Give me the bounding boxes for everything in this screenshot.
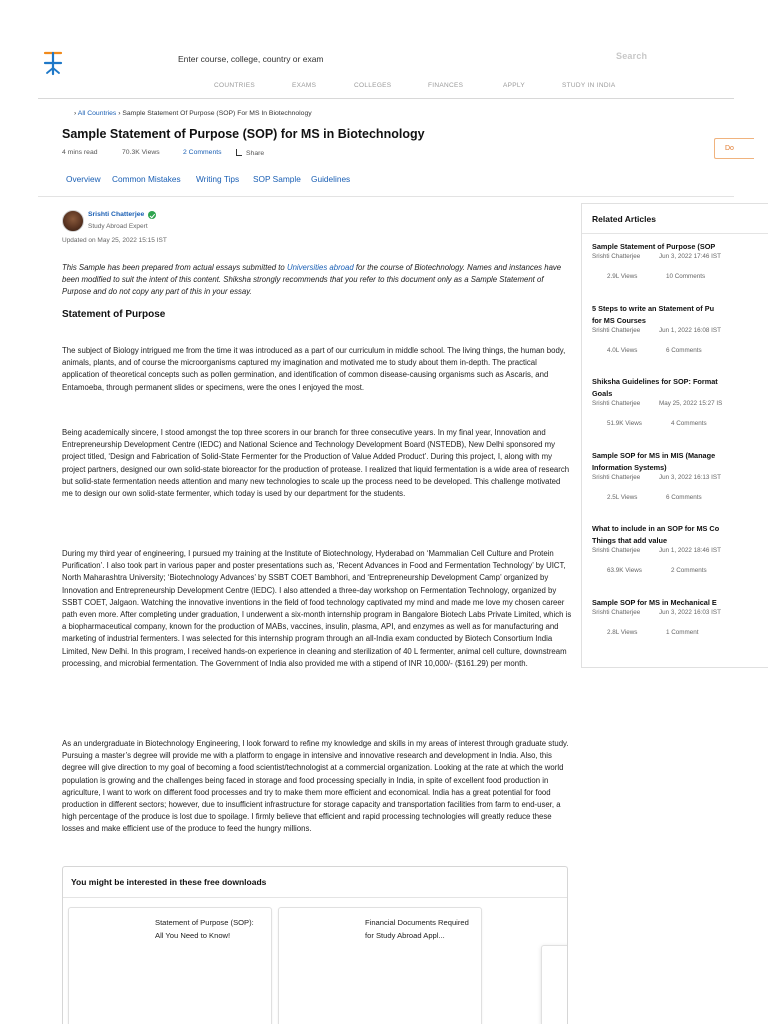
tab-overview[interactable]: Overview [66, 174, 101, 184]
download-card[interactable] [68, 907, 272, 1024]
nav-study-in-india[interactable]: STUDY IN INDIA [562, 82, 616, 89]
sop-paragraph-4: As an undergraduate in Biotechnology Engineering, I look forward to refine my knowledge and skills in my areas of interest through graduate study. Pursuing a master’s degree will provide me with a platform to engage in intensive and innovative research and development in India. Also, this degree will give direction to my goal of becoming a food scientist/technologist at a commercial organization. Looking at the rate at which the world population is growing and the challenges being faced in storage and food processing specially in India, in spite of excellent food production in agriculture, I want to work on different food processes and try to make them more efficient and economical. India has a great potential for food production in different sectors; however, due to insufficient infrastructure for storage capacity and transportation facilities from farm to end-user, a high percentage of the produce is lost due to spoilage. I firmly believe that efficient and rapid processing technologies will greatly reduce these losses and make efficient use of the produce to feed the hungry millions. [62, 739, 569, 834]
author-role: Study Abroad Expert [88, 223, 148, 230]
related-article-author: Srishti Chatterjee [592, 327, 641, 334]
tabs-divider [38, 196, 734, 197]
related-article-comments: 4 Comments [671, 420, 707, 427]
breadcrumb: › All Countries › Sample Statement Of Purpose (SOP) For MS In Biotechnology [74, 110, 312, 117]
related-article-item[interactable] [592, 523, 768, 577]
download-guide-button[interactable]: Do [714, 138, 754, 159]
related-article-item[interactable] [592, 597, 768, 639]
section-heading: Statement of Purpose [62, 309, 166, 320]
search-button[interactable]: Search [616, 51, 648, 61]
free-downloads-title: You might be interested in these free downloads [71, 877, 267, 887]
related-article-title[interactable]: Shiksha Guidelines for SOP: Format [592, 377, 718, 386]
download-card-title: Financial Documents Required for Study Abroad Appl... [365, 918, 469, 940]
related-article-title[interactable]: Sample SOP for MS in MIS (Manage [592, 451, 716, 460]
related-article-views: 2.5L Views [607, 494, 638, 501]
related-articles-title: Related Articles [592, 214, 656, 224]
nav-countries[interactable]: COUNTRIES [214, 82, 255, 89]
related-article-views: 63.9K Views [607, 567, 642, 574]
related-article-views: 51.9K Views [607, 420, 642, 427]
nav-exams[interactable]: EXAMS [292, 82, 317, 89]
related-article-comments: 6 Comments [666, 347, 702, 354]
top-navigation [0, 82, 768, 94]
sop-paragraph-1: The subject of Biology intrigued me from the time it was introduced as a part of our curriculum in middle school. The living things, the human body, animals, plants, and of course the microorganisms captured my imagination and motivated me to study about them in-depth. The practical application of theoretical concepts such as pollen germination, and identification of common disease-causing organisms such as Ascaris, and Entamoeba, through permanent slides or specimens, were the ones I enjoyed the most. [62, 346, 566, 392]
free-downloads-divider [63, 897, 568, 898]
tab-sop-sample[interactable]: SOP Sample [253, 174, 301, 184]
sop-paragraph-3: During my third year of engineering, I pursued my training at the Institute of Biotechnology, Hyderabad on ‘Mammalian Cell Culture and Protein Purification’. I also took part in various paper and poster presentations such as, ‘Recent Advances in Food and Fermentation Technology’ by UICT, North Maharashtra University; ‘Biotechnology Advances’ by SSBT COET Bambhori, and ‘Entrepreneurship Development Camp’ organized by Innovation and Entrepreneurship Development Centre (IEDC). I also attended a three-day workshop on Fermentation Technology, organized by SSBT COET, Jalgaon. Watching the innovative inventions in the field of food technology captivated my mind and made me love my chosen career path even more. After completing under graduation, I underwent a six-month internship program in Bangalore Biotech Labs Private Limited, which is a biopharmaceutical company, known for the production of MABs, vaccines, insulin, plasma, API, and enzymes as well as for manufacturing and marketing of industrial fermenters. I was selected for this internship program through an all-India exam conducted by Biotech Consortium India Limited, New Delhi. In this program, I received hands-on experience in cleaning and sterilization of 40 L fermenter, animal cell culture, downstream processing, and microbial fermentation. The Government of India also provided me with a stipend of INR 10,000/- ($161.29) per month. [62, 549, 572, 668]
nav-apply[interactable]: APPLY [503, 82, 525, 89]
related-article-date: May 25, 2022 15:27 IS [659, 400, 723, 407]
download-card[interactable] [278, 907, 482, 1024]
breadcrumb-current: Sample Statement Of Purpose (SOP) For MS In Biotechnology [122, 110, 312, 117]
related-article-item[interactable] [592, 376, 768, 430]
related-article-title-line-2[interactable]: Things that add value [592, 536, 668, 545]
share-icon [236, 149, 242, 156]
verified-badge-icon [148, 211, 156, 219]
universities-abroad-link[interactable]: Universities abroad [286, 263, 354, 272]
tab-common-mistakes[interactable]: Common Mistakes [112, 174, 181, 184]
disclaimer-text-end: for the course of Biotechnology. Names and instances have been modified to suit the intent of this content. Shiksha strongly recommends that you refer to this document only as a Sample Statement of Purpose and do not copy any part of this in your essay. [62, 263, 562, 297]
related-article-author: Srishti Chatterjee [592, 609, 641, 616]
read-time: 4 mins read [62, 149, 98, 156]
view-count: 70.3K Views [122, 149, 160, 156]
related-articles-sidebar [581, 203, 768, 668]
related-article-comments: 2 Comments [671, 567, 707, 574]
tab-guidelines[interactable]: Guidelines [311, 174, 351, 184]
related-article-date: Jun 1, 2022 16:08 IST [659, 327, 721, 334]
related-article-title-line-2[interactable]: for MS Courses [592, 316, 646, 325]
author-avatar[interactable] [62, 210, 84, 232]
page-title: Sample Statement of Purpose (SOP) for MS in Biotechnology [62, 127, 425, 141]
updated-date: Updated on May 25, 2022 15:15 IST [62, 237, 167, 244]
shiksha-logo-icon[interactable] [42, 50, 64, 76]
related-article-views: 4.0L Views [607, 347, 638, 354]
related-article-date: Jun 3, 2022 16:03 IST [659, 609, 721, 616]
nav-finances[interactable]: FINANCES [428, 82, 464, 89]
download-card-partial[interactable] [541, 945, 568, 1024]
related-article-item[interactable] [592, 303, 768, 357]
search-input[interactable] [178, 50, 598, 68]
sop-paragraph-2: Being academically sincere, I stood amongst the top three scorers in our branch for three consecutive years. In my final year, Innovation and Entrepreneurship Development Centre (IEDC) and National Science and Technology Development Board (NSTEDB), New Delhi sponsored my project titled, ‘Design and Fabrication of Solid-State Fermenter for the Production of Value Added Product’. During this project, I, along with my project partners, designed our own solid-state bioreactor for the production of protease. I realized that liquid fermentation is a wide area of research but solid-state fermentation needs attention and many new technologies to scale up the process need to be developed. This challenge motivated me to design our own solid-state fermenter, which today is used by our department for the students. [62, 428, 570, 499]
related-article-title-line-2[interactable]: Information Systems) [592, 463, 667, 472]
related-article-title[interactable]: Sample Statement of Purpose (SOP [592, 242, 716, 251]
disclaimer [62, 262, 572, 299]
related-article-item[interactable] [592, 450, 768, 504]
related-articles-divider [582, 233, 768, 234]
related-article-comments: 6 Comments [666, 494, 702, 501]
related-article-date: Jun 1, 2022 18:46 IST [659, 547, 721, 554]
related-article-views: 2.8L Views [607, 629, 638, 636]
related-article-views: 2.9L Views [607, 273, 638, 280]
header-divider [38, 98, 734, 99]
related-article-comments: 10 Comments [666, 273, 706, 280]
download-card-title: Statement of Purpose (SOP): All You Need to Know! [155, 918, 254, 940]
related-article-date: Jun 3, 2022 16:13 IST [659, 474, 721, 481]
share-label: Share [246, 150, 265, 157]
share-button[interactable] [236, 149, 264, 157]
related-article-author: Srishti Chatterjee [592, 400, 641, 407]
tab-writing-tips[interactable]: Writing Tips [196, 174, 240, 184]
related-article-author: Srishti Chatterjee [592, 474, 641, 481]
author-name-link[interactable]: Srishti Chatterjee [88, 211, 145, 218]
disclaimer-text-start: This Sample has been prepared from actual essays submitted to [62, 263, 287, 272]
related-article-date: Jun 3, 2022 17:46 IST [659, 253, 721, 260]
breadcrumb-all-countries-link[interactable]: All Countries [77, 110, 117, 117]
free-downloads-section [62, 866, 568, 1024]
comments-link[interactable]: 2 Comments [183, 149, 222, 156]
related-article-author: Srishti Chatterjee [592, 253, 641, 260]
related-article-item[interactable] [592, 241, 768, 283]
related-article-author: Srishti Chatterjee [592, 547, 641, 554]
related-article-title-line-2[interactable]: Goals [592, 389, 613, 398]
related-article-title[interactable]: Sample SOP for MS in Mechanical E [592, 598, 717, 607]
related-article-comments: 1 Comment [666, 629, 699, 636]
related-article-title[interactable]: 5 Steps to write an Statement of Pu [592, 304, 715, 313]
related-article-title[interactable]: What to include in an SOP for MS Co [592, 524, 720, 533]
nav-colleges[interactable]: COLLEGES [354, 82, 392, 89]
